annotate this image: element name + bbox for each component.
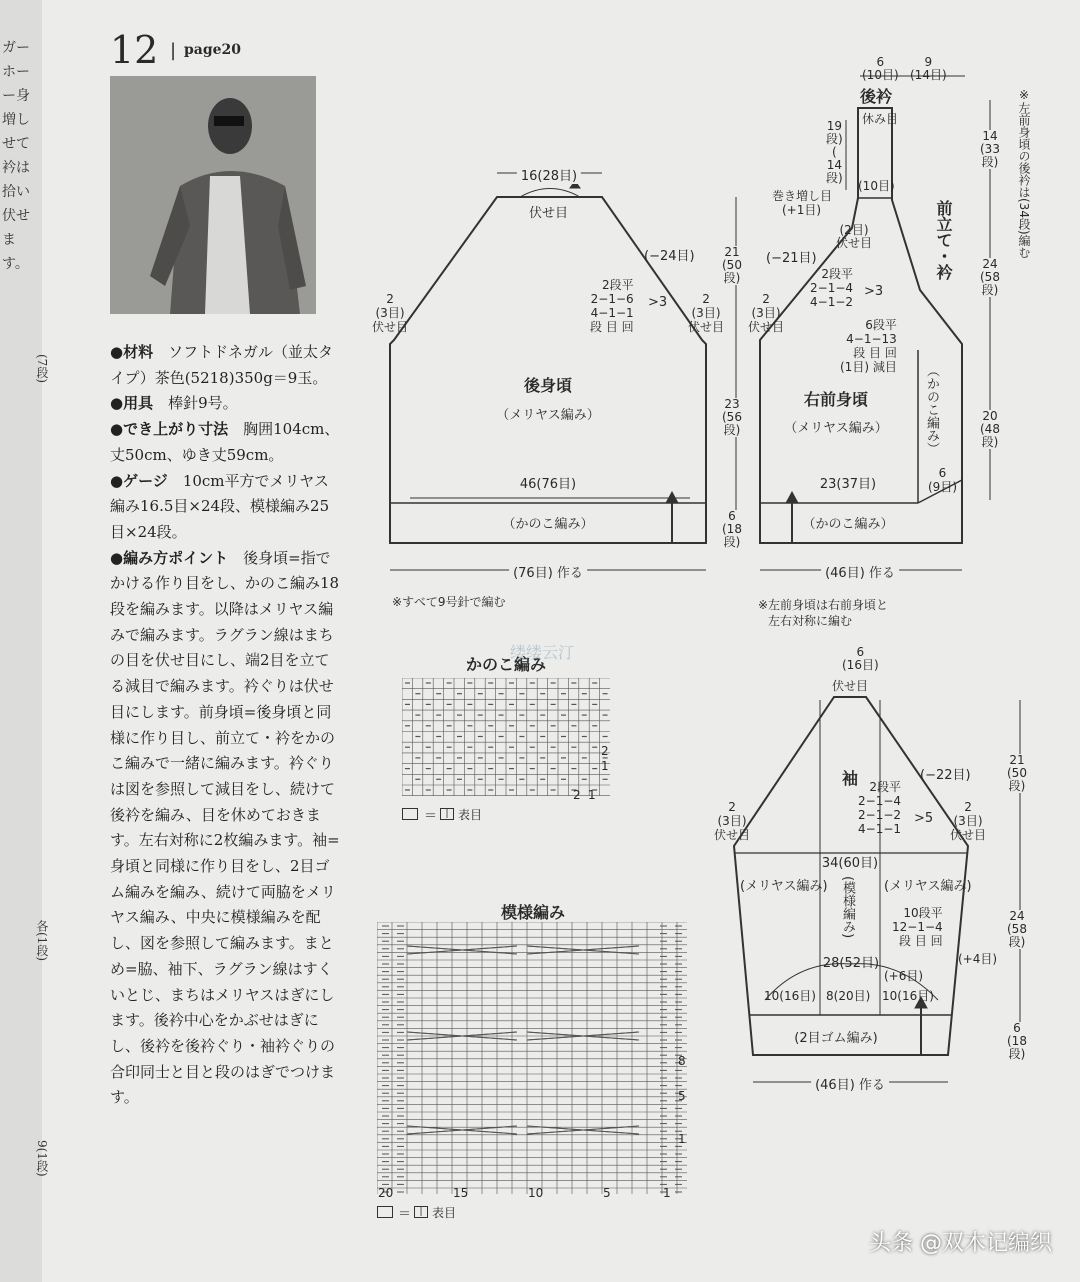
front-border: （かのこ編み） xyxy=(802,517,894,532)
sleeve-stockinette-left: (メリヤス編み) xyxy=(740,879,828,894)
stamp-text: 缕缕云汀 xyxy=(510,643,575,662)
sleeve-cast-on: (46目) 作る xyxy=(811,1074,889,1093)
sleeve-rule-bracket: >5 xyxy=(914,811,934,826)
sleeve-bind-off: 伏せ目 xyxy=(832,679,869,693)
back-decrease-rule: 2段平 2−1−6 4−1−1 段 目 回 xyxy=(590,278,634,334)
front-band-width: 6 (9目) xyxy=(928,466,957,494)
legend-knit-symbol: | xyxy=(440,808,454,820)
pattern-row-label: 5 xyxy=(678,1089,686,1103)
sleeve-height-2: 24 (58 段) xyxy=(1007,909,1027,949)
collar-side-note: ※左前身頃の後衿は(34段)編む xyxy=(1017,88,1031,259)
sleeve-increase-rule: 10段平 12−1−4 段 目 回 xyxy=(892,906,943,948)
sleeve-raglan-decrease: (−22目) xyxy=(920,768,971,783)
pattern-col-label: 15 xyxy=(453,1186,469,1200)
front-width: 23(37目) xyxy=(819,477,877,492)
gutter-note: 9(1段) xyxy=(35,1140,49,1177)
collar-top-left: 6 (10目) xyxy=(862,55,899,82)
back-border: （かのこ編み） xyxy=(502,517,594,532)
back-height-lower: 6 (18 段) xyxy=(722,509,742,549)
front-neck-rule: 6段平 4−1−13 段 目 回 (1目) 減目 xyxy=(840,318,897,374)
sleeve-part-right: 10(16目) xyxy=(882,989,934,1003)
sleeve-decrease-rule: 2段平 2−1−4 2−1−2 4−1−1 xyxy=(858,780,902,836)
legend-knit-label: 表目 xyxy=(432,1206,457,1220)
sleeve-width: 34(60目) xyxy=(821,856,879,871)
kanoko-chart-title: かのこ編み xyxy=(465,655,547,674)
back-cast-on: (76目) 作る xyxy=(509,562,587,581)
sleeve-top-width: 6 (16目) xyxy=(842,645,879,672)
pattern-col-label: 20 xyxy=(378,1186,394,1200)
back-side-left: 2 (3目) 伏せ目 xyxy=(372,292,409,334)
back-title: 後身頃 xyxy=(523,376,573,395)
legend-equals: ＝ xyxy=(424,809,438,824)
back-top-width: 16(28目) xyxy=(517,165,581,184)
sleeve-side-right: 2 (3目) 伏せ目 xyxy=(950,800,987,842)
sleeve-plus-four: (+4目) xyxy=(958,952,998,966)
collar-mid-stitches: (10目) xyxy=(858,179,895,193)
header-divider: | xyxy=(170,40,177,61)
materials: ●材料 ソフトドネガル（並太タイプ）茶色(5218)350g＝9玉。 xyxy=(110,343,333,387)
watermark-text: 头条 @双木记编织 xyxy=(869,1231,1052,1256)
legend-equals: ＝ xyxy=(398,1207,412,1222)
sleeve-ribbing: (2目ゴム編み) xyxy=(794,1031,878,1046)
finished-size: ●でき上がり寸法 胸囲104cm、丈50cm、ゆき丈59cm。 xyxy=(110,420,340,464)
kanoko-row-label: 1 xyxy=(601,759,609,773)
front-decrease-rule: 2段平 2−1−4 4−1−2 xyxy=(810,267,854,309)
pattern-col-label: 10 xyxy=(528,1186,544,1200)
cast-on-increase: 巻き増し目 xyxy=(772,189,833,203)
pattern-row-label: 1 xyxy=(678,1132,686,1146)
gutter-note: (7段) xyxy=(35,354,49,383)
front-band-stitch: （かのこ編み） xyxy=(924,364,939,455)
sleeve-stockinette-right: (メリヤス編み) xyxy=(884,879,972,894)
legend-knit-box xyxy=(377,1206,393,1218)
gutter-text: ガー ホー ー身 増し せて 衿は 拾い 伏せ ます。 xyxy=(2,40,30,272)
needle-note: ※すべて9号針で編む xyxy=(392,595,506,609)
plus-one-stitch: (+1目) xyxy=(782,203,822,217)
pattern-number: 12 xyxy=(110,28,159,72)
sleeve-part-left: 10(16目) xyxy=(764,989,816,1003)
collar-rest-stitches: 休み目 xyxy=(862,112,899,126)
back-stitch: （メリヤス編み） xyxy=(496,408,600,423)
back-bind-off: 伏せ目 xyxy=(529,206,569,221)
front-band-collar-title: 前立て・衿 xyxy=(934,200,953,280)
pattern-chart-title: 模様編み xyxy=(500,903,566,922)
back-height-upper: 21 (50 段) xyxy=(722,245,742,285)
front-stitch: （メリヤス編み） xyxy=(784,421,888,436)
kanoko-row-label: 2 xyxy=(601,744,609,758)
collar-height-1: 14 (33 段) xyxy=(980,129,1000,169)
kanoko-chart-grid xyxy=(402,678,612,798)
knitting-points: ●編み方ポイント 後身頃=指でかける作り目をし、かのこ編み18段を編みます。以降はメリヤス編みで編みます。ラグラン線はまちの目を伏せ目にし、端2目を立てる減目で編みます。衿ぐりは伏せ目にします。前身頃=後身頃と同様に作り目し、前立て・衿をかのこ編みで一緒に編みます。衿ぐりは図を参照して減目をし、続けて後衿を編み、目を休めておきます。左右対称に2枚編みます。袖=身頃と同様に作り目をし、2目ゴム編みを編み、続けて両脇をメリヤス編み、中央に模様編みを配し、図を参照して編みます。まとめ=脇、袖下、ラグラン線はすくいとじ、まちはメリヤスはぎにします。後衿中心をかぶせはぎにし、後衿を後衿ぐり・袖衿ぐりの合印同士と目と段のはぎでつけます。 xyxy=(110,548,340,1107)
sleeve-height-3: 6 (18 段) xyxy=(1007,1021,1027,1061)
back-raglan-decrease: (−24目) xyxy=(644,249,695,264)
back-rule-bracket: >3 xyxy=(648,295,668,310)
front-rule-bracket: >3 xyxy=(864,284,884,299)
front-cast-on: (46目) 作る xyxy=(821,562,899,581)
collar-top-right: 9 (14目) xyxy=(910,55,947,82)
front-side-left: 2 (3目) 伏せ目 xyxy=(748,292,785,334)
back-collar-title: 後衿 xyxy=(860,87,893,106)
back-side-right: 2 (3目) 伏せ目 xyxy=(688,292,725,334)
sleeve-title: 袖 xyxy=(842,769,859,788)
collar-height-3: 20 (48 段) xyxy=(980,409,1000,449)
sleeve-lower-width: 28(52目) xyxy=(822,956,880,971)
sleeve-plus-six: (+6目) xyxy=(884,969,924,983)
legend-knit-symbol: | xyxy=(414,1206,428,1218)
legend-knit-box xyxy=(402,808,418,820)
pattern-col-label: 1 xyxy=(663,1186,671,1200)
sleeve-pattern-stitch: (模様編み) xyxy=(840,876,855,939)
collar-height-2: 24 (58 段) xyxy=(980,257,1000,297)
gutter-note: 各(1段) xyxy=(35,920,49,961)
pattern-chart-grid xyxy=(377,922,689,1196)
tools: ●用具 棒針9号。 xyxy=(110,394,238,413)
front-raglan-decrease: (−21目) xyxy=(766,251,817,266)
gauge: ●ゲージ 10cm平方でメリヤス編み16.5目×24段、模様編み25目×24段。 xyxy=(110,471,330,541)
sleeve-side-left: 2 (3目) 伏せ目 xyxy=(714,800,751,842)
kanoko-col-label: 1 xyxy=(588,788,596,802)
collar-rows: 19 段) ( 14 段) xyxy=(826,119,843,185)
sleeve-height-1: 21 (50 段) xyxy=(1007,753,1027,793)
left-front-note: ※左前身頃は右前身頃と 左右対称に編む xyxy=(758,598,889,628)
legend-knit-label: 表目 xyxy=(458,808,483,822)
front-title: 右前身頃 xyxy=(803,390,869,409)
kanoko-col-label: 2 xyxy=(573,788,581,802)
pattern-row-label: 8 xyxy=(678,1054,686,1068)
page-reference: page20 xyxy=(184,42,242,58)
front-neck-bind: (2目) 伏せ目 xyxy=(836,223,873,250)
pattern-col-label: 5 xyxy=(603,1186,611,1200)
back-height-mid: 23 (56 段) xyxy=(722,397,742,437)
sleeve-part-center: 8(20目) xyxy=(826,989,871,1003)
back-width: 46(76目) xyxy=(519,477,577,492)
